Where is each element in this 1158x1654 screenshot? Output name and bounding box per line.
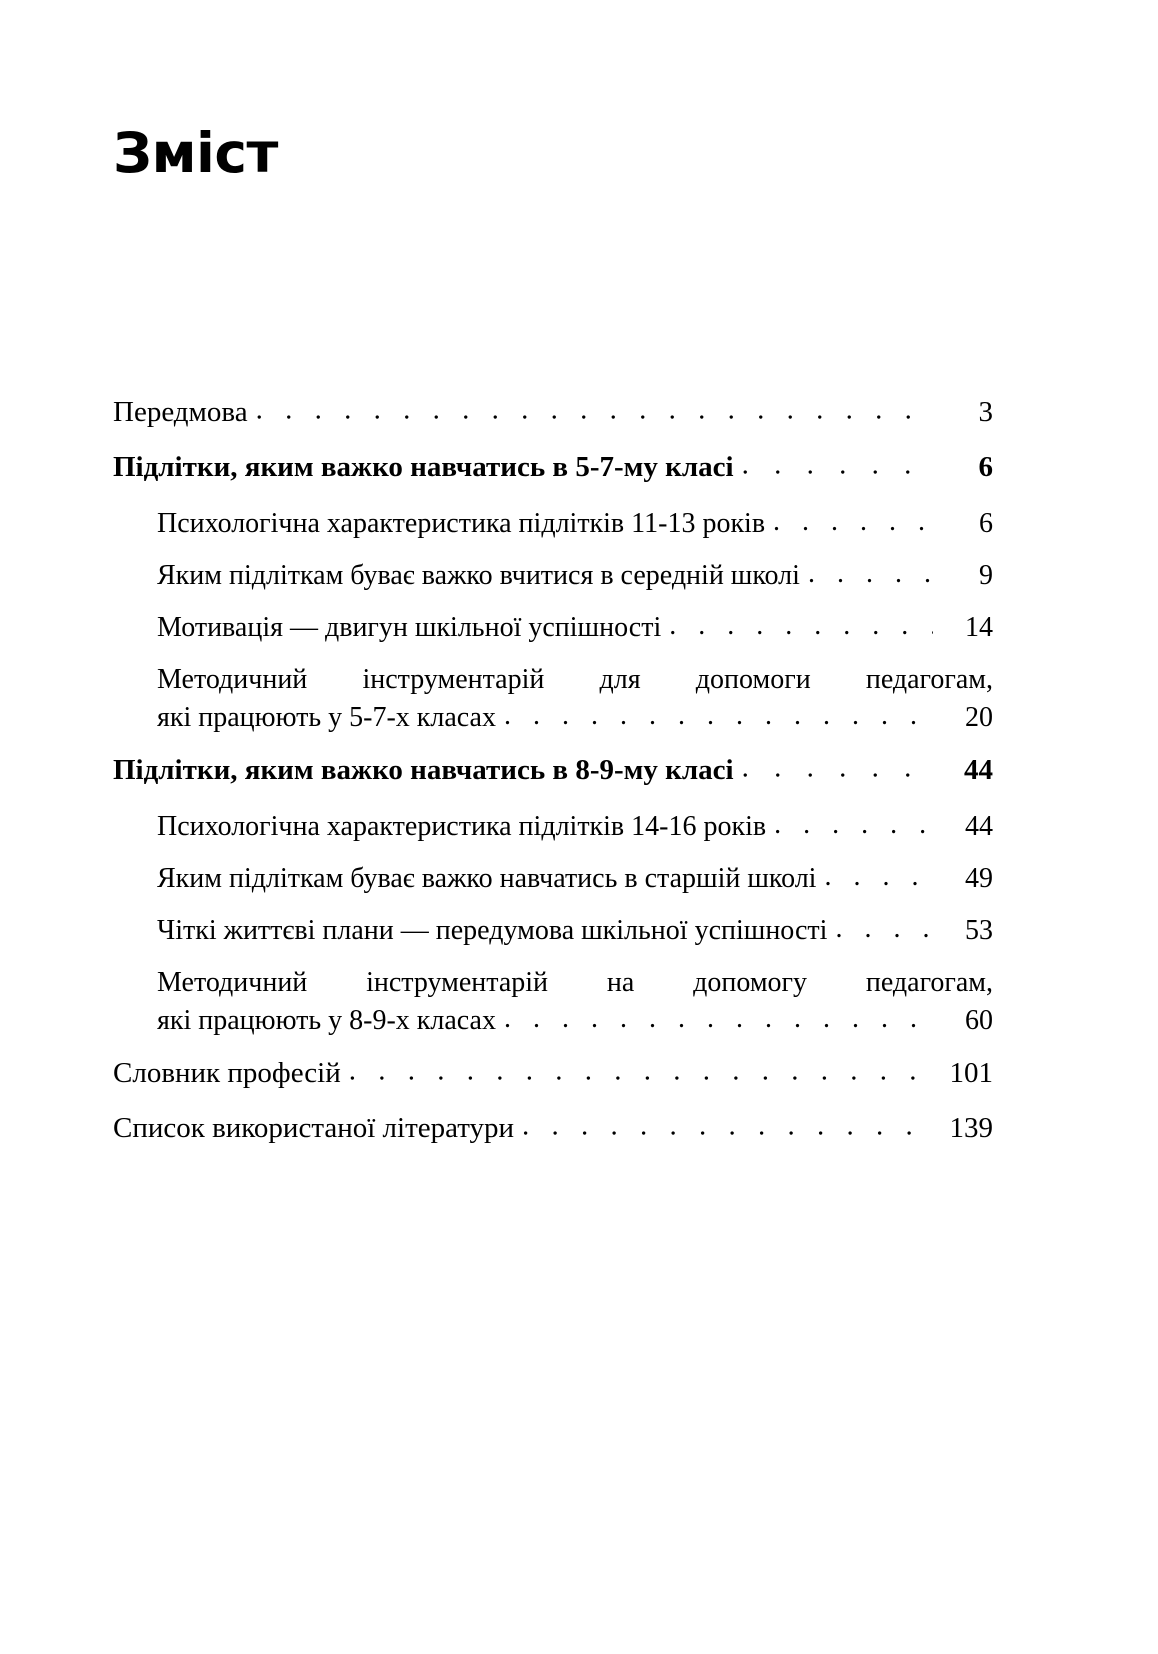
- toc-entry[interactable]: [113, 451, 993, 484]
- toc-entry[interactable]: [113, 754, 993, 787]
- toc-entry[interactable]: [113, 863, 993, 895]
- toc-entry-line: [157, 508, 993, 540]
- dot-leader: [742, 752, 933, 785]
- toc-page-number: 6: [979, 508, 993, 539]
- toc-entry-line: [113, 396, 993, 429]
- toc-entry[interactable]: [113, 612, 993, 644]
- toc-entry-line: [157, 967, 993, 999]
- toc-entry-line: [157, 915, 993, 947]
- dot-leader: [669, 610, 933, 642]
- toc-page-number: 60: [965, 1005, 993, 1036]
- toc-entry-label: які працюють у 5-7-х класах: [157, 702, 496, 733]
- toc-entry-label: Психологічна характеристика підлітків 11-13 років: [157, 508, 766, 539]
- toc-entry-line: [157, 863, 993, 895]
- toc-page-number: 44: [964, 754, 993, 786]
- toc-entry[interactable]: [113, 664, 993, 734]
- dot-leader: [835, 913, 933, 945]
- dot-leader: [774, 809, 933, 841]
- toc-entry-label: Список використаної літератури: [113, 1112, 515, 1144]
- toc-entry-label: Методичний інструментарій для допомоги педагогам,: [157, 664, 993, 695]
- page-title: Зміст: [113, 120, 278, 185]
- toc-page-number: 49: [965, 863, 993, 894]
- toc-entry-label: Чіткі життєві плани — передумова шкільної успішності: [157, 915, 828, 946]
- toc-entry-line: [157, 612, 993, 644]
- toc-entry-label: Підлітки, яким важко навчатись в 8-9-му класі: [113, 754, 734, 786]
- toc-entry-label: Психологічна характеристика підлітків 14-16 років: [157, 811, 767, 842]
- dot-leader: [504, 1003, 933, 1035]
- toc-entry-line: [157, 664, 993, 696]
- toc-entry-line: [113, 1057, 993, 1090]
- table-of-contents: [113, 396, 993, 1167]
- toc-page-number: 3: [978, 396, 993, 428]
- toc-entry-label: Методичний інструментарій на допомогу педагогам,: [157, 967, 993, 998]
- toc-entry-line: [113, 1112, 993, 1145]
- toc-entry[interactable]: [113, 508, 993, 540]
- toc-entry-line: [157, 811, 993, 843]
- dot-leader: [824, 861, 933, 893]
- toc-entry-label: Мотивація — двигун шкільної успішності: [157, 612, 662, 643]
- toc-page-number: 14: [965, 612, 993, 643]
- toc-page-number: 20: [965, 702, 993, 733]
- dot-leader: [504, 700, 933, 732]
- dot-leader: [256, 394, 933, 427]
- toc-page-number: 53: [965, 915, 993, 946]
- toc-entry[interactable]: [113, 396, 993, 429]
- toc-page-number: 101: [949, 1057, 993, 1089]
- toc-entry-label: Яким підліткам буває важко вчитися в середній школі: [157, 560, 800, 591]
- toc-entry-label: Підлітки, яким важко навчатись в 5-7-му класі: [113, 451, 734, 483]
- dot-leader: [522, 1110, 933, 1143]
- dot-leader: [808, 558, 933, 590]
- dot-leader: [742, 449, 933, 482]
- toc-entry[interactable]: [113, 915, 993, 947]
- toc-entry-line: [157, 1005, 993, 1037]
- toc-entry-line: [157, 702, 993, 734]
- toc-page-number: 9: [979, 560, 993, 591]
- dot-leader: [773, 506, 933, 538]
- toc-entry[interactable]: [113, 1112, 993, 1145]
- toc-entry[interactable]: [113, 1057, 993, 1090]
- toc-entry-line: [113, 754, 993, 787]
- toc-entry-line: [157, 560, 993, 592]
- toc-entry-label: які працюють у 8-9-х класах: [157, 1005, 496, 1036]
- dot-leader: [349, 1055, 933, 1088]
- toc-page-number: 6: [978, 451, 993, 483]
- toc-entry-label: Передмова: [113, 396, 248, 428]
- toc-entry[interactable]: [113, 811, 993, 843]
- toc-entry-label: Словник професій: [113, 1057, 341, 1089]
- toc-entry-line: [113, 451, 993, 484]
- toc-page-number: 44: [965, 811, 993, 842]
- toc-page-number: 139: [949, 1112, 993, 1144]
- toc-entry[interactable]: [113, 967, 993, 1037]
- toc-entry[interactable]: [113, 560, 993, 592]
- toc-entry-label: Яким підліткам буває важко навчатись в старшій школі: [157, 863, 817, 894]
